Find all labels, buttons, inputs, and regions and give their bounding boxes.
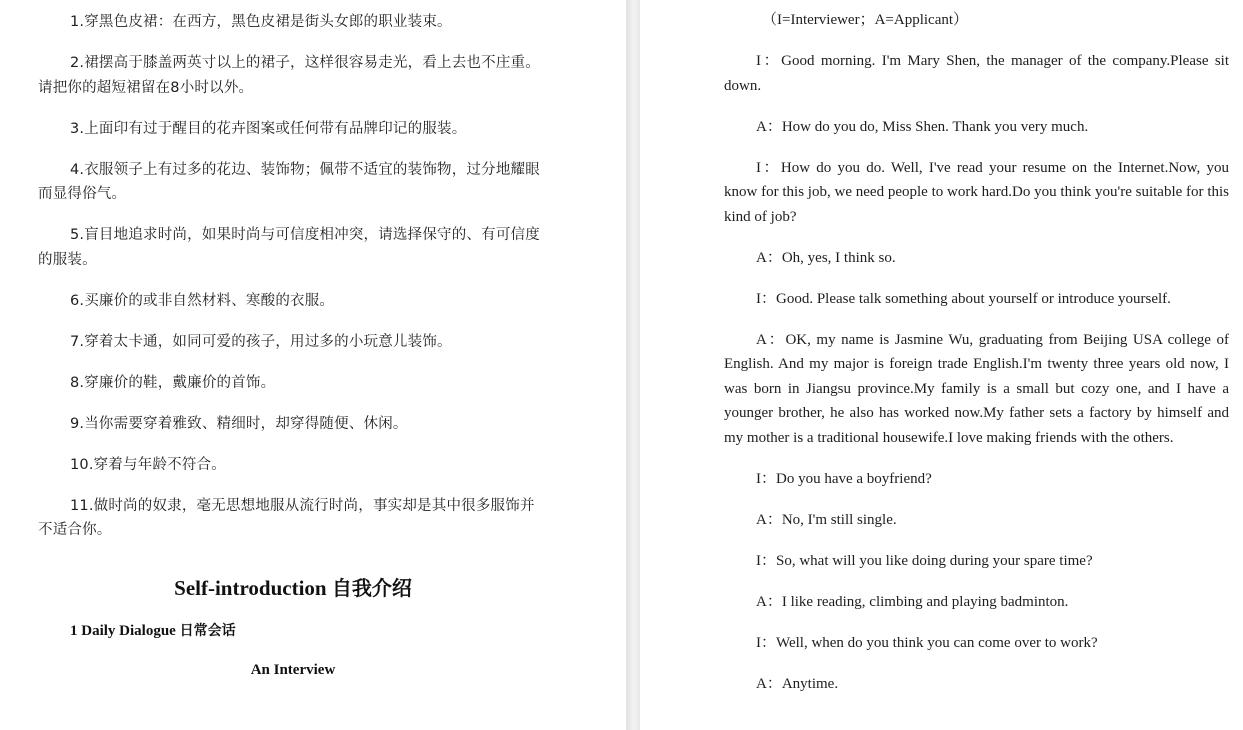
list-item: 5.盲目地追求时尚，如果时尚与可信度相冲突，请选择保守的、有可信度的服装。 (38, 227, 540, 268)
dress-mistakes-list (38, 10, 548, 559)
dialogue-line: I：Good morning. I'm Mary Shen, the manager of the company.Please sit down. (724, 53, 1229, 94)
dialogue-line: I：So, what will you like doing during your spare time? (756, 552, 1093, 569)
list-item: 4.衣服领子上有过多的花边、装饰物；佩带不适宜的装饰物，过分地耀眼而显得俗气。 (38, 161, 540, 202)
list-item: 7.穿着太卡通，如同可爱的孩子，用过多的小玩意儿装饰。 (70, 333, 452, 350)
section-title-zh: 自我介绍 (331, 576, 412, 600)
dialogue-line: I：Well, when do you think you can come over to work? (756, 634, 1098, 651)
dialogue-line: I：How do you do. Well, I've read your resume on the Internet.Now, you know for this job, we need people to work hard.Do you think you're suitable for this kind of job? (724, 159, 1229, 225)
dialogue-line: A：Anytime. (756, 675, 839, 692)
list-item: 6.买廉价的或非自然材料、寒酸的衣服。 (70, 292, 335, 309)
dialogue-line: I：Do you have a boyfriend? (756, 470, 932, 487)
dialogue-line: A：How do you do, Miss Shen. Thank you very much. (756, 118, 1089, 135)
list-item: 9.当你需要穿着雅致、精细时，却穿得随便、休闲。 (70, 415, 408, 432)
interview-dialogue (724, 8, 1229, 713)
subsection-title (70, 620, 236, 640)
list-item: 3.上面印有过于醒目的花卉图案或任何带有品牌印记的服装。 (70, 120, 467, 137)
dialogue-line: A：Oh, yes, I think so. (756, 249, 896, 266)
list-item: 10.穿着与年龄不符合。 (70, 456, 226, 473)
dialogue-line: A：I like reading, climbing and playing badminton. (756, 593, 1069, 610)
speaker-legend: （I=Interviewer；A=Applicant） (762, 12, 969, 28)
section-title (38, 572, 548, 601)
list-item: 8.穿廉价的鞋，戴廉价的首饰。 (70, 374, 276, 391)
dialogue-line: A：OK, my name is Jasmine Wu, graduating from Beijing USA college of English. And my major is foreign trade English.I'm twenty three years old now, I was born in Jiangsu province.My family is a small but cozy one, and I have a younger brother, he also has worked now.My father sets a factory by himself and my mother is a traditional housewife.I love making friends with the others. (724, 331, 1229, 446)
section-title-en: Self-introduction (174, 576, 327, 600)
dialogue-line: I：Good. Please talk something about yourself or introduce yourself. (756, 290, 1171, 307)
subsection-title-en: 1 Daily Dialogue (70, 623, 176, 639)
list-item: 11.做时尚的奴隶，毫无思想地服从流行时尚，事实却是其中很多服饰并不适合你。 (38, 497, 535, 538)
list-item: 2.裙摆高于膝盖两英寸以上的裙子，这样很容易走光，看上去也不庄重。请把你的超短裙留在8小时以外。 (38, 55, 540, 96)
list-item: 1.穿黑色皮裙：在西方，黑色皮裙是街头女郎的职业装束。 (70, 14, 452, 30)
subsection-title-zh: 日常会话 (179, 623, 236, 639)
page-gutter (626, 0, 640, 730)
dialogue-line: A：No, I'm still single. (756, 511, 897, 528)
interview-title: An Interview (250, 662, 336, 678)
